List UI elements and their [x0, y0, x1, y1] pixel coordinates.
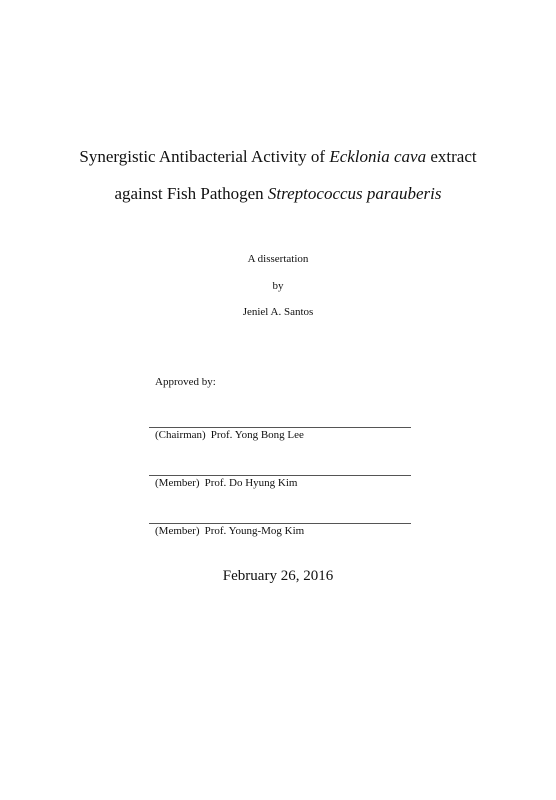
- title-species-name: Ecklonia cava: [329, 147, 427, 166]
- dissertation-label: A dissertation: [247, 253, 309, 265]
- by-label: by: [272, 280, 284, 292]
- committee-role: (Member): [155, 477, 200, 489]
- title-line-2: [0, 184, 556, 204]
- approved-by-label: Approved by:: [155, 376, 216, 388]
- title-pathogen-name: Streptococcus parauberis: [267, 184, 442, 203]
- title-line-1: [0, 147, 556, 167]
- committee-chairman: [155, 428, 304, 442]
- committee-name: Prof. Do Hyung Kim: [204, 477, 298, 489]
- committee-name: Prof. Young-Mog Kim: [204, 525, 305, 537]
- committee-name: Prof. Yong Bong Lee: [210, 429, 304, 441]
- title-line-1-prefix: Synergistic Antibacterial Activity of: [79, 147, 330, 166]
- committee-member-1: [155, 476, 297, 490]
- approval-date: February 26, 2016: [222, 568, 334, 584]
- author-name: Jeniel A. Santos: [242, 306, 314, 318]
- title-line-1-suffix: extract: [426, 147, 477, 166]
- committee-role: (Chairman): [155, 429, 206, 441]
- title-line-2-prefix: against Fish Pathogen: [114, 184, 268, 203]
- committee-role: (Member): [155, 525, 200, 537]
- committee-member-2: [155, 524, 304, 538]
